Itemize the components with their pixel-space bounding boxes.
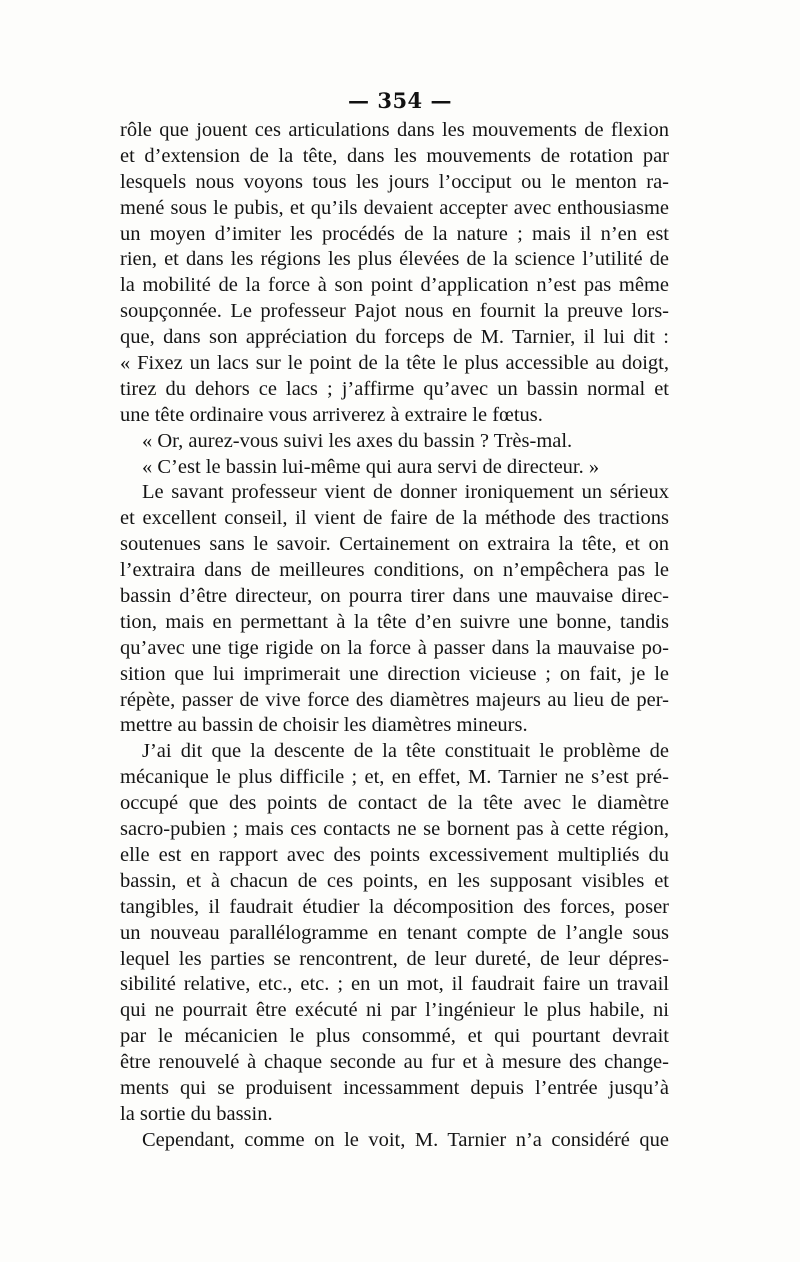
text-line: bassin, et à chacun de ces points, en les supposant visibles et [120,869,669,892]
text-line: mené sous le pubis, et qu’ils devaient accepter avec enthousiasme [120,196,669,219]
text-line: « C’est le bassin lui-même qui aura servi de directeur. » [142,455,600,478]
text-line: répète, passer de vive force des diamètres majeurs au lieu de per- [120,688,669,711]
page-number: — 354 — [348,88,452,113]
text-line: mécanique le plus difficile ; et, en effet, M. Tarnier ne s’est pré- [120,766,669,789]
text-line: Cependant, comme on le voit, M. Tarnier n’a considéré que [142,1128,669,1151]
text-line: elle est en rapport avec des points excessivement multipliés du [120,843,669,866]
text-line: que, dans son appréciation du forceps de M. Tarnier, il lui dit : [120,326,669,349]
text-line: lequel les parties se rencontrent, de leur dureté, de leur dépres- [120,947,669,970]
text-line: la mobilité de la force à son point d’application n’est pas même [120,274,669,297]
text-line: J’ai dit que la descente de la tête constituait le problème de [142,740,669,763]
text-line: sacro-pubien ; mais ces contacts ne se bornent pas à cette région, [120,818,669,841]
text-line: mettre au bassin de choisir les diamètres mineurs. [120,714,528,737]
text-line: qu’avec une tige rigide on la force à passer dans la mauvaise po- [120,636,669,659]
text-line: être renouvelé à chaque seconde au fur et à mesure des change- [120,1051,669,1074]
text-line: tion, mais en permettant à la tête d’en suivre une bonne, tandis [120,610,669,633]
text-line: la sortie du bassin. [120,1102,273,1125]
text-line: soutenues sans le savoir. Certainement on extraira la tête, et on [120,533,669,556]
body-text [120,118,669,1154]
text-line: « Fixez un lacs sur le point de la tête le plus accessible au doigt, [120,352,669,375]
text-line: qui ne pourrait être exécuté ni par l’ingénieur le plus habile, ni [120,999,669,1022]
text-line: tirez du dehors ce lacs ; j’affirme qu’avec un bassin normal et [120,377,669,400]
text-line: par le mécanicien le plus consommé, et qui pourtant devrait [120,1025,669,1048]
text-line: un moyen d’imiter les procédés de la nature ; mais il n’en est [120,222,669,245]
text-line: bassin d’être directeur, on pourra tirer dans une mauvaise direc- [120,585,669,608]
text-line: et excellent conseil, il vient de faire de la méthode des tractions [120,507,669,530]
text-line: occupé que des points de contact de la tête avec le diamètre [120,792,669,815]
text-line: ments qui se produisent incessamment depuis l’entrée jusqu’à [120,1076,669,1099]
text-line: « Or, aurez-vous suivi les axes du bassin ? Très-mal. [142,429,573,452]
text-line: un nouveau parallélogramme en tenant compte de l’angle sous [120,921,669,944]
text-line: et d’extension de la tête, dans les mouvements de rotation par [120,144,669,167]
text-line: une tête ordinaire vous arriverez à extraire le fœtus. [120,403,543,426]
text-line: rien, et dans les régions les plus élevées de la science l’utilité de [120,248,669,271]
text-line: sibilité relative, etc., etc. ; en un mot, il faudrait faire un travail [120,973,669,996]
text-line: soupçonnée. Le professeur Pajot nous en fournit la preuve lors- [120,300,669,323]
text-line: rôle que jouent ces articulations dans les mouvements de flexion [120,119,669,141]
text-line: lesquels nous voyons tous les jours l’occiput ou le menton ra- [120,170,669,193]
text-line: sition que lui imprimerait une direction vicieuse ; on fait, je le [120,662,669,685]
text-line: l’extraira dans de meilleures conditions, on n’empêchera pas le [120,559,669,582]
text-line: tangibles, il faudrait étudier la décomposition des forces, poser [120,895,669,918]
text-line: Le savant professeur vient de donner ironiquement un sérieux [142,481,669,504]
